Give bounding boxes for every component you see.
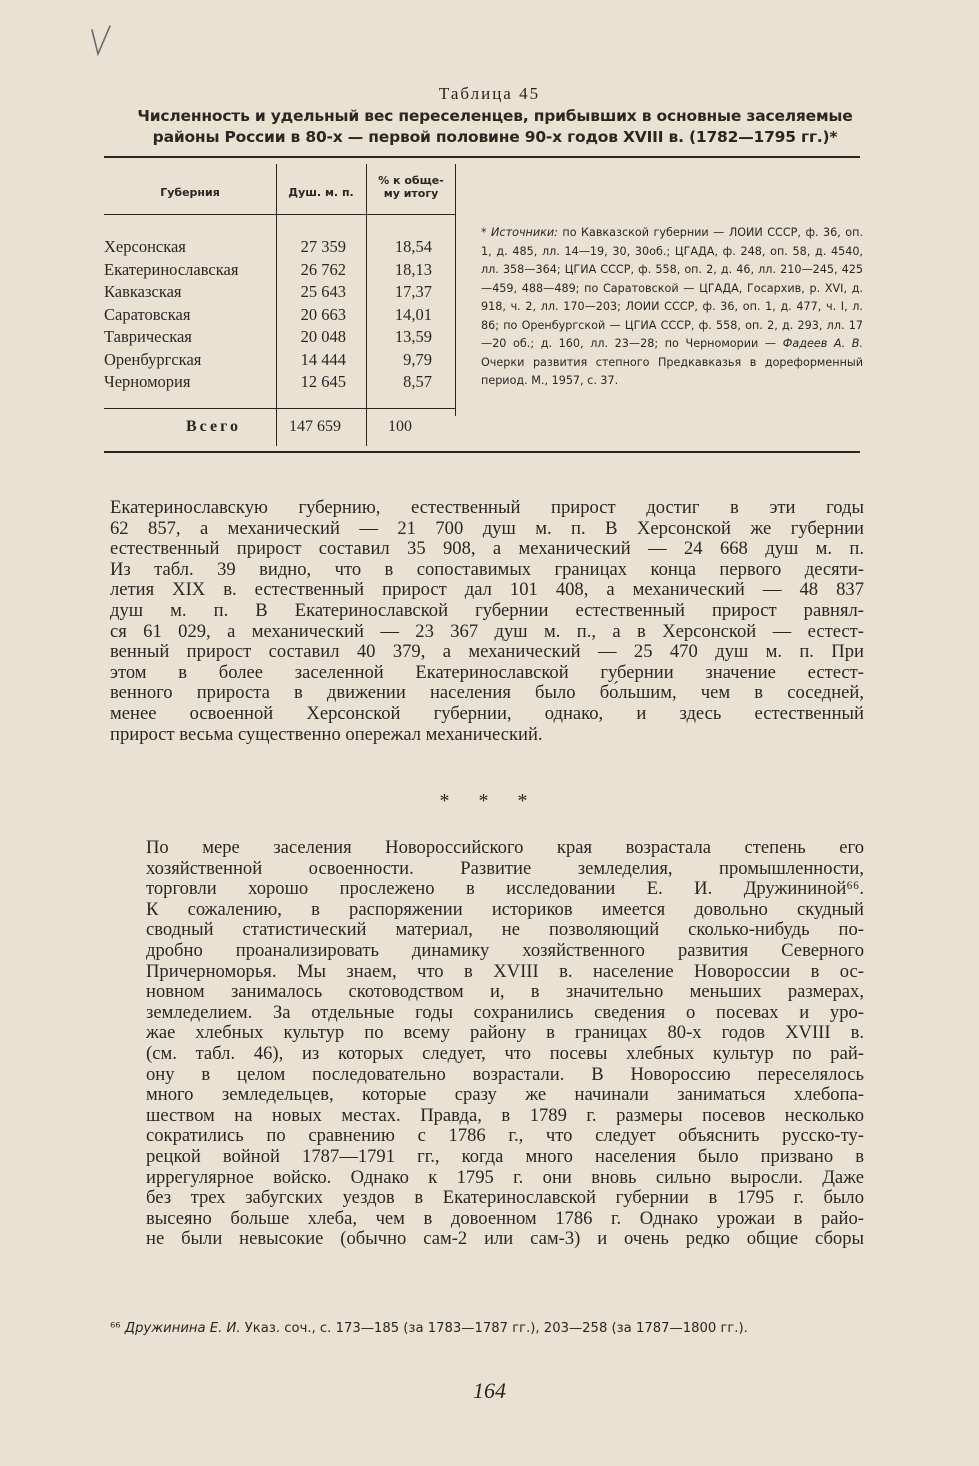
table-bottom-rule — [104, 451, 860, 453]
text-line: ону в целом последовательно возрастали. В Новороссию переселялось — [146, 1063, 864, 1085]
table-cell-province: Екатеринославская — [104, 259, 239, 279]
col-divider — [455, 164, 456, 416]
text-line: венный прирост составил 40 379, а механический — 25 470 душ м. п. При — [110, 641, 864, 663]
text-line: много земледельцев, которые сразу же начинали заниматься хлебопа- — [146, 1084, 864, 1106]
table-cell-percent: 18,13 — [394, 259, 432, 279]
table-cell-province: Саратовская — [104, 304, 191, 324]
text-line: По мере заселения Новороссийского края возрастала степень его — [146, 837, 864, 858]
table-cell-percent: 17,37 — [394, 282, 432, 301]
footnote-66 — [110, 1320, 864, 1337]
text-line: не были невысокие (обычно сам-2 или сам-3) и очень редко общие сборы — [146, 1228, 864, 1250]
table-title-line: районы России в 80-х — первой половине 90-х годов XVIII в. (1782—1795 гг.)* — [152, 128, 838, 146]
col-divider — [366, 164, 367, 446]
paragraph-1 — [110, 498, 864, 745]
total-rule — [104, 408, 456, 409]
table-cell-souls: 12 645 — [300, 372, 346, 391]
text-line: Причерноморья. Мы знаем, что в XVIII в. население Новороссии в ос- — [146, 960, 864, 982]
text-line: этом в более заселенной Екатеринославской губернии значение естест- — [110, 661, 864, 683]
table-cell-province: Кавказская — [104, 282, 182, 301]
text-line: душ м. п. В Екатеринославской губернии естественный прирост равнял- — [110, 599, 864, 621]
text-line: (см. табл. 46), из которых следует, что посевы хлебных культур по рай- — [146, 1042, 864, 1064]
table-cell-province: Оренбургская — [104, 349, 202, 369]
table-cell-province: Херсонская — [104, 237, 186, 256]
table-cell-souls: 26 762 — [300, 259, 346, 279]
table-cell-souls: 20 048 — [300, 327, 346, 346]
table-title — [110, 106, 880, 148]
text-line: земледелием. За отдельные годы сохранились сведения о посевах и уро- — [146, 1001, 864, 1023]
footnote-text: Указ. соч., с. 173—185 (за 1783—1787 гг.), 203—258 (за 1787—1800 гг.). — [240, 1321, 748, 1336]
table-cell-province: Черномория — [104, 372, 191, 391]
table-cell-percent: 13,59 — [394, 327, 432, 346]
column-header-percent-line: му итогу — [383, 187, 439, 200]
text-line: прирост весьма существенно опережал механический. — [110, 723, 543, 745]
table-cell-souls: 14 444 — [300, 349, 346, 369]
text-line: торговли хорошо прослежено в исследовании Е. И. Дружининой⁶⁶. — [146, 878, 864, 900]
footnote-author: Дружинина Е. И. — [124, 1321, 241, 1336]
sources-tail: Очерки развития степного Предкавказья в дореформенный период. М., 1957, с. 37. — [481, 355, 863, 387]
paragraph-2 — [110, 838, 864, 1250]
text-line: естественный прирост составил 35 908, а механический — 24 668 душ м. п. — [110, 538, 864, 560]
total-percent: 100 — [388, 418, 412, 435]
pencil-checkmark-icon — [88, 24, 128, 64]
table-caption: Таблица 45 — [438, 84, 541, 103]
header-rule — [104, 214, 456, 215]
text-line: шеством на новых местах. Правда, в 1789 г. размеры посевов несколько — [146, 1104, 864, 1126]
column-header-souls: Душ. м. п. — [288, 186, 354, 199]
table-cell-souls: 27 359 — [300, 237, 346, 256]
text-line: К сожалению, в распоряжении историков имеется довольно скудный — [146, 898, 864, 920]
text-line: Из табл. 39 видно, что в сопоставимых границах конца первого десяти- — [110, 558, 864, 580]
text-line: менее освоенной Херсонской губернии, однако, и здесь естественный — [110, 702, 864, 724]
province-column — [104, 236, 238, 394]
text-line: венного прироста в движении населения было бо́льшим, чем в соседней, — [110, 682, 864, 704]
text-line: 62 857, а механический — 21 700 душ м. п. В Херсонской же губернии — [110, 517, 864, 539]
table-sources-note — [481, 224, 863, 391]
text-line: высеяно больше хлеба, чем в довоенном 1786 г. Однако урожаи в райо- — [146, 1207, 864, 1229]
table-cell-percent: 18,54 — [394, 237, 432, 256]
text-line: дробно проанализировать динамику хозяйственного развития Северного — [146, 939, 864, 961]
text-line: летия XIX в. естественный прирост дал 101 408, а механический — 48 837 — [110, 579, 864, 601]
total-label: Всего — [186, 418, 241, 435]
percent-column — [370, 236, 432, 394]
text-line: рецкой войной 1787—1791 гг., когда много населения было призвано в — [146, 1145, 864, 1167]
column-header-percent-line: % к обще- — [378, 174, 444, 187]
text-line: новном занималось скотоводством и, в значительно меньших размерах, — [146, 981, 864, 1003]
table-cell-percent: 8,57 — [403, 372, 432, 391]
sources-text: по Кавказской губернии — ЛОИИ СССР, ф. 36, оп. 1, д. 485, лл. 14—19, 30, 30об.; ЦГАДА, ф. 248, оп. 58, д. 4540, лл. 358—364; ЦГИА СССР, ф. 558, оп. 2, д. 46, лл. 210—245, 425—459, 488—489; по Саратовской — ЦГАДА, Госархив, р. XVI, д. 918, ч. 2, лл. 170—203; ЛОИИ СССР, ф. 36, оп. 1, д. 477, ч. I, л. 86; по Оренбургской — ЦГИА СССР, ф. 558, оп. 2, д. 293, лл. 17—20 об.; д. 160, лл. 23—28; по Черномории — — [481, 226, 863, 350]
text-line: хозяйственной освоенности. Развитие земледелия, промышленности, — [146, 857, 864, 879]
souls-column — [280, 236, 346, 394]
table-cell-souls: 25 643 — [300, 282, 346, 301]
total-souls: 147 659 — [289, 418, 341, 435]
text-line: сводный статистический материал, не позволяющий сколько-нибудь по- — [146, 919, 864, 941]
table-title-line: Численность и удельный вес переселенцев, прибывших в основные заселяемые — [137, 107, 853, 125]
text-line: жае хлебных культур по всему району в границах 80-х годов XVIII в. — [146, 1022, 864, 1044]
page-number: 164 — [473, 1378, 506, 1403]
table-cell-percent: 14,01 — [394, 304, 432, 324]
table-top-rule — [104, 156, 860, 158]
text-line: ся 61 029, а механический — 23 367 душ м. п., а в Херсонской — естест- — [110, 620, 864, 642]
section-separator: * * * — [439, 790, 540, 812]
table-cell-province: Таврическая — [104, 327, 192, 346]
text-line: без трех забугских уездов в Екатеринославской губернии в 1795 г. было — [146, 1187, 864, 1209]
col-divider — [276, 164, 277, 446]
text-line: сократились по сравнению с 1786 г., что следует объяснить русско-ту- — [146, 1125, 864, 1147]
column-header-province: Губерния — [160, 186, 220, 199]
sources-author: Фадеев А. В. — [782, 337, 863, 350]
footnote-mark: ⁶⁶ — [110, 1321, 121, 1336]
column-header-percent — [368, 174, 454, 200]
text-line: иррегулярное войско. Однако к 1795 г. они вновь сильно выросли. Даже — [146, 1166, 864, 1188]
sources-lead: * Источники: — [481, 226, 558, 239]
table-cell-souls: 20 663 — [300, 304, 346, 324]
table-cell-percent: 9,79 — [403, 349, 432, 369]
text-line: Екатеринославскую губернию, естественный прирост достиг в эти годы — [110, 497, 864, 518]
